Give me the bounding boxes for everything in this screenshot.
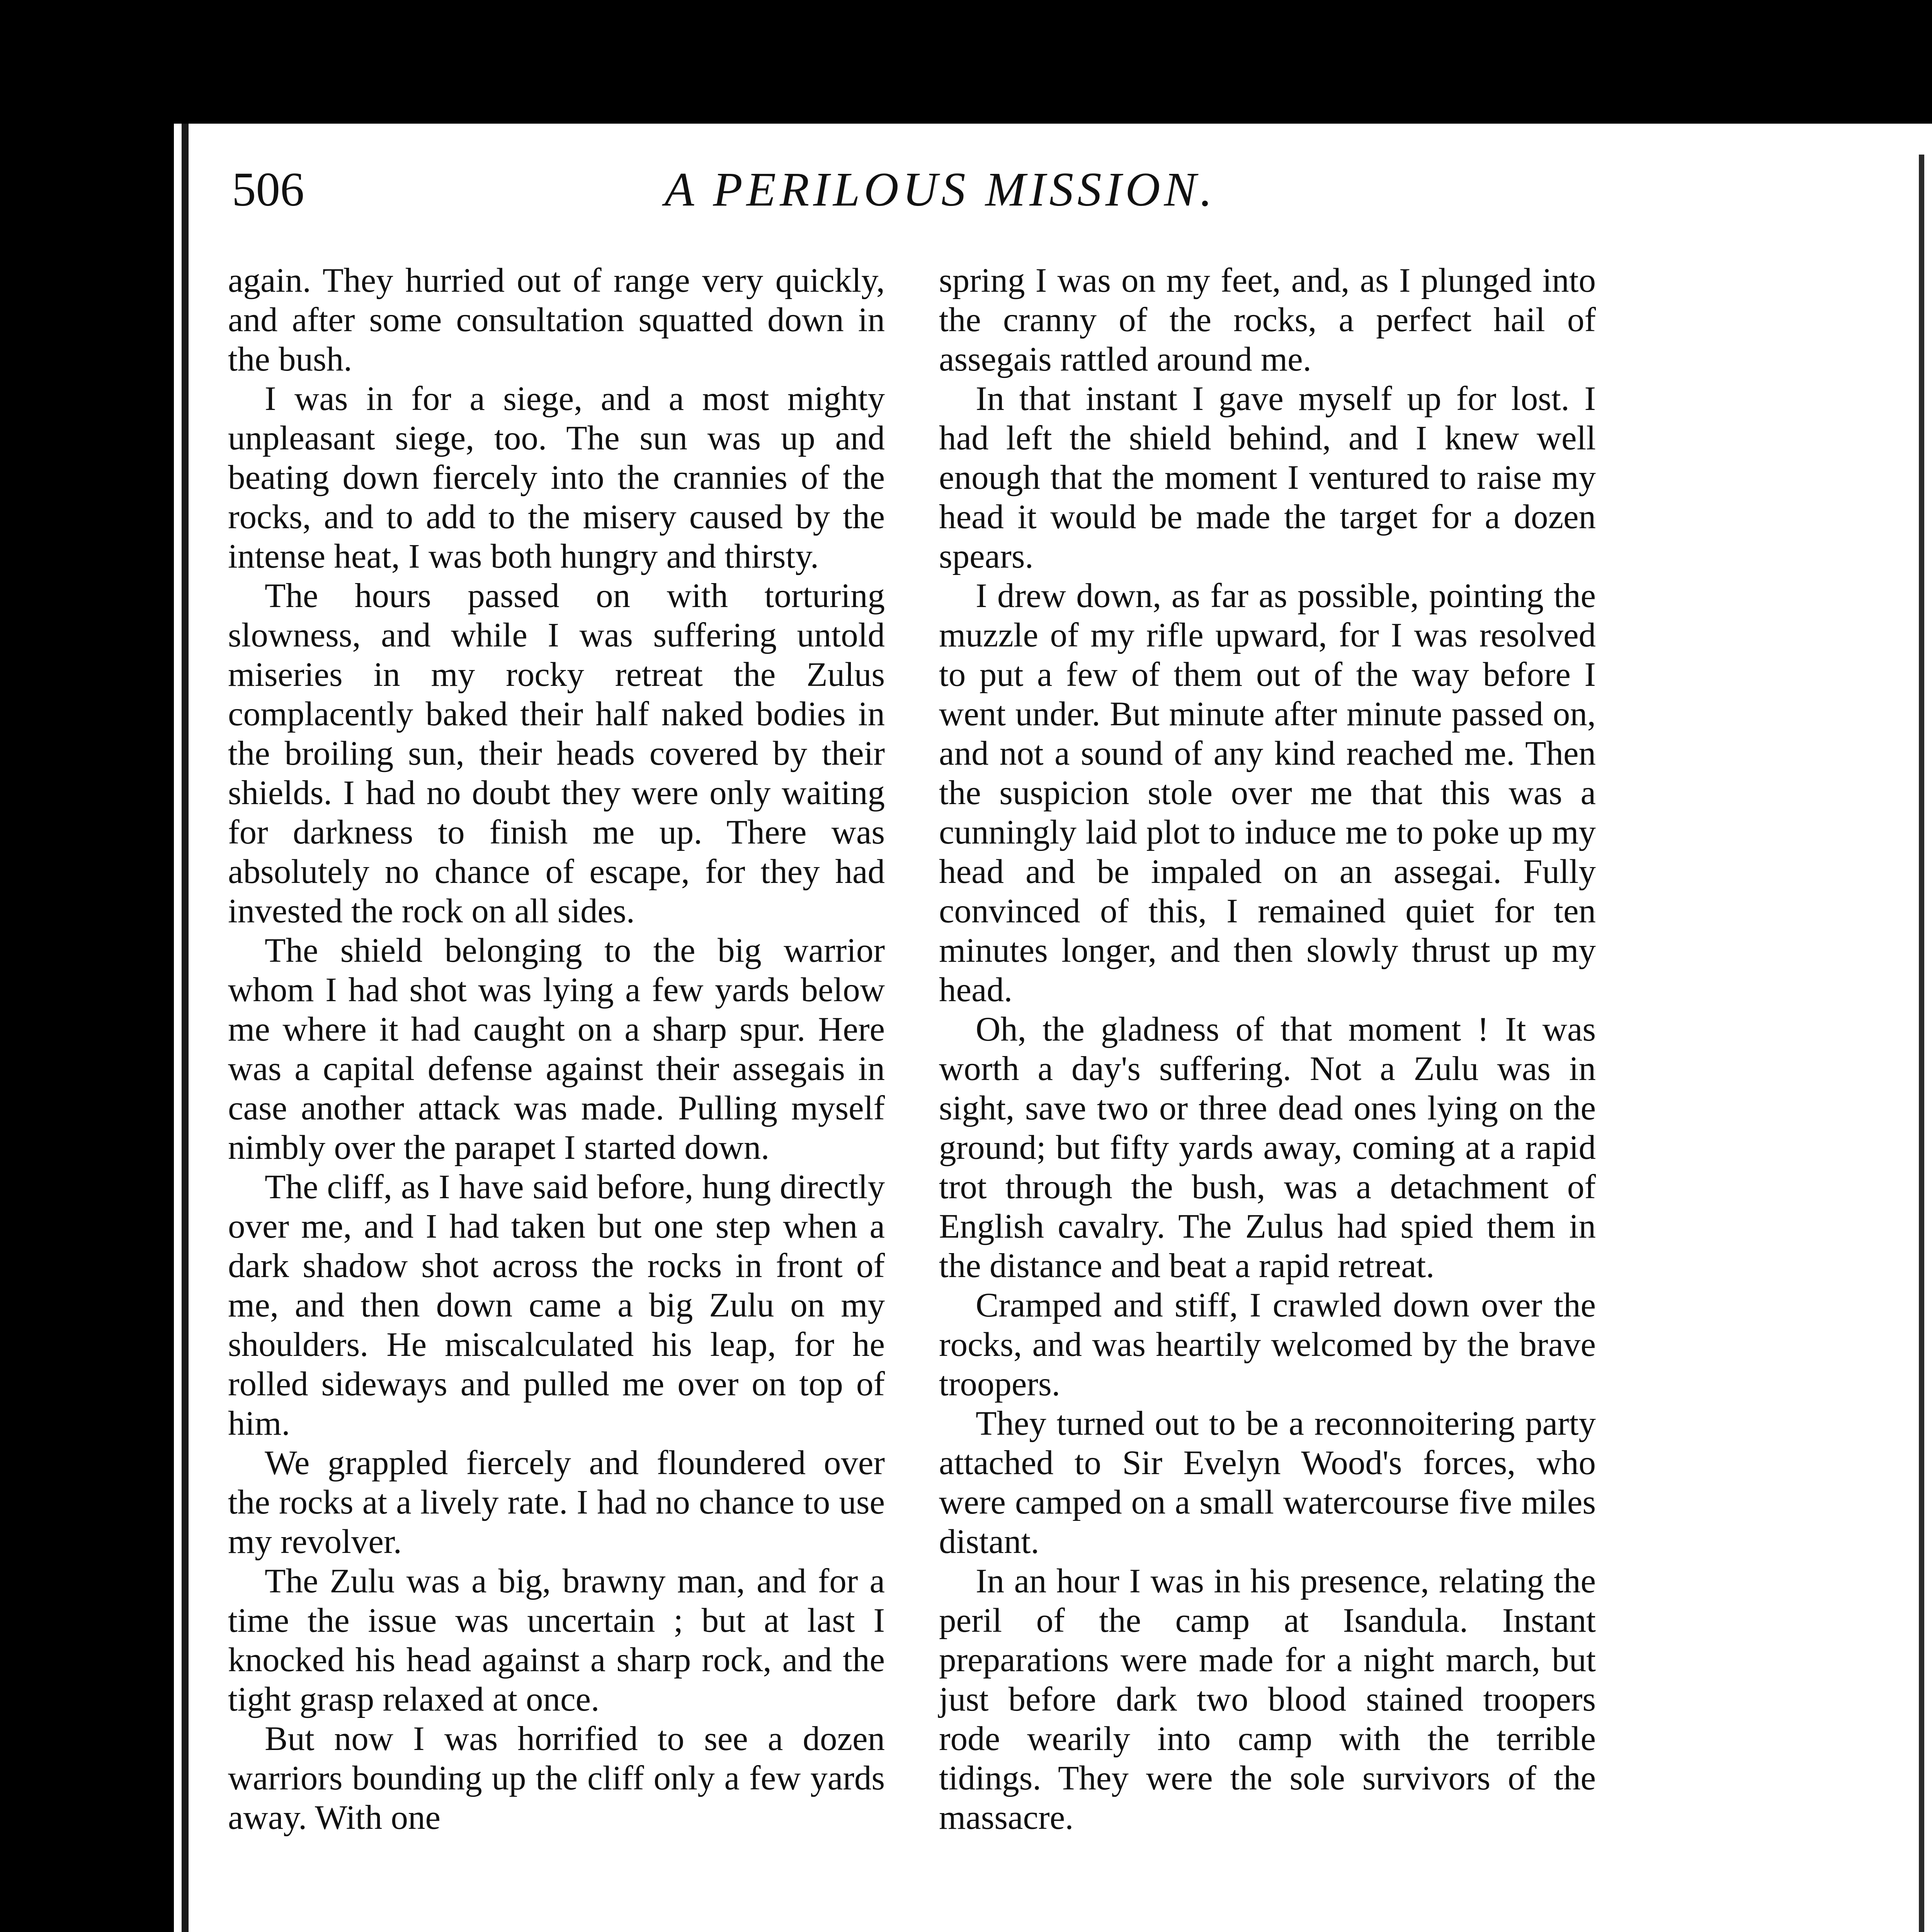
text-column-right: [939, 261, 1596, 1837]
paragraph: In that instant I gave myself up for lost. I had left the shield behind, and I knew well enough that the moment I ventured to raise my head it would be made the target for a dozen spears.: [939, 380, 1596, 575]
paragraph: Cramped and stiff, I crawled down over the rocks, and was heartily welcomed by the brave troopers.: [939, 1286, 1596, 1403]
paragraph: They turned out to be a reconnoitering party attached to Sir Evelyn Wood's forces, who were camped on a small watercourse five miles distant.: [939, 1405, 1596, 1561]
paragraph: The hours passed on with torturing slowness, and while I was suffering untold miseries in my rocky retreat the Zulus complacently baked their half naked bodies in the broiling sun, their heads covered by their shields. I had no doubt they were only waiting for darkness to finish me up. There was absolutely no chance of escape, for they had invested the rock on all sides.: [228, 577, 885, 930]
running-head: A PERILOUS MISSION.: [665, 163, 1216, 216]
page-edge-rule-left: [182, 124, 189, 1932]
paragraph: I was in for a siege, and a most mighty unpleasant siege, too. The sun was up and beating down fiercely into the crannies of the rocks, and to add to the misery caused by the intense heat, I was both hungry and thirsty.: [228, 380, 885, 575]
paragraph: I drew down, as far as possible, pointing the muzzle of my rifle upward, for I was resolved to put a few of them out of the way before I went under. But minute after minute passed on, and not a sound of any kind reached me. Then the suspicion stole over me that this was a cunningly laid plot to induce me to poke up my head and be impaled on an assegai. Fully convinced of this, I remained quiet for ten minutes longer, and then slowly thrust up my head.: [939, 577, 1596, 1009]
paragraph: But now I was horrified to see a dozen warriors bounding up the cliff only a few yards away. With one: [228, 1720, 885, 1837]
paragraph: The shield belonging to the big warrior whom I had shot was lying a few yards below me where it had caught on a sharp spur. Here was a capital defense against their assegais in case another attack was made. Pulling myself nimbly over the parapet I started down.: [228, 932, 885, 1167]
paragraph: We grappled fiercely and floundered over the rocks at a lively rate. I had no chance to use my revolver.: [228, 1444, 885, 1561]
paragraph: spring I was on my feet, and, as I plunged into the cranny of the rocks, a perfect hail of assegais rattled around me.: [939, 262, 1596, 378]
paragraph: Oh, the gladness of that moment ! It was worth a day's suffering. Not a Zulu was in sight, save two or three dead ones lying on the ground; but fifty yards away, coming at a rapid trot through the bush, was a detachment of English cavalry. The Zulus had spied them in the distance and beat a rapid retreat.: [939, 1010, 1596, 1285]
paragraph: again. They hurried out of range very quickly, and after some consultation squatted down in the bush.: [228, 262, 885, 378]
text-column-left: [228, 261, 885, 1837]
page-edge-rule-right: [1919, 155, 1924, 1932]
paragraph: The Zulu was a big, brawny man, and for a time the issue was uncertain ; but at last I knocked his head against a sharp rock, and the tight grasp relaxed at once.: [228, 1562, 885, 1718]
page-number: 506: [232, 163, 304, 216]
paragraph: The cliff, as I have said before, hung directly over me, and I had taken but one step when a dark shadow shot across the rocks in front of me, and then down came a big Zulu on my shoulders. He miscalculated his leap, for he rolled sideways and pulled me over on top of him.: [228, 1168, 885, 1442]
paragraph: In an hour I was in his presence, relating the peril of the camp at Isandula. Instant preparations were made for a night march, but just before dark two blood stained troopers rode wearily into camp with the terrible tidings. They were the sole survivors of the massacre.: [939, 1562, 1596, 1837]
